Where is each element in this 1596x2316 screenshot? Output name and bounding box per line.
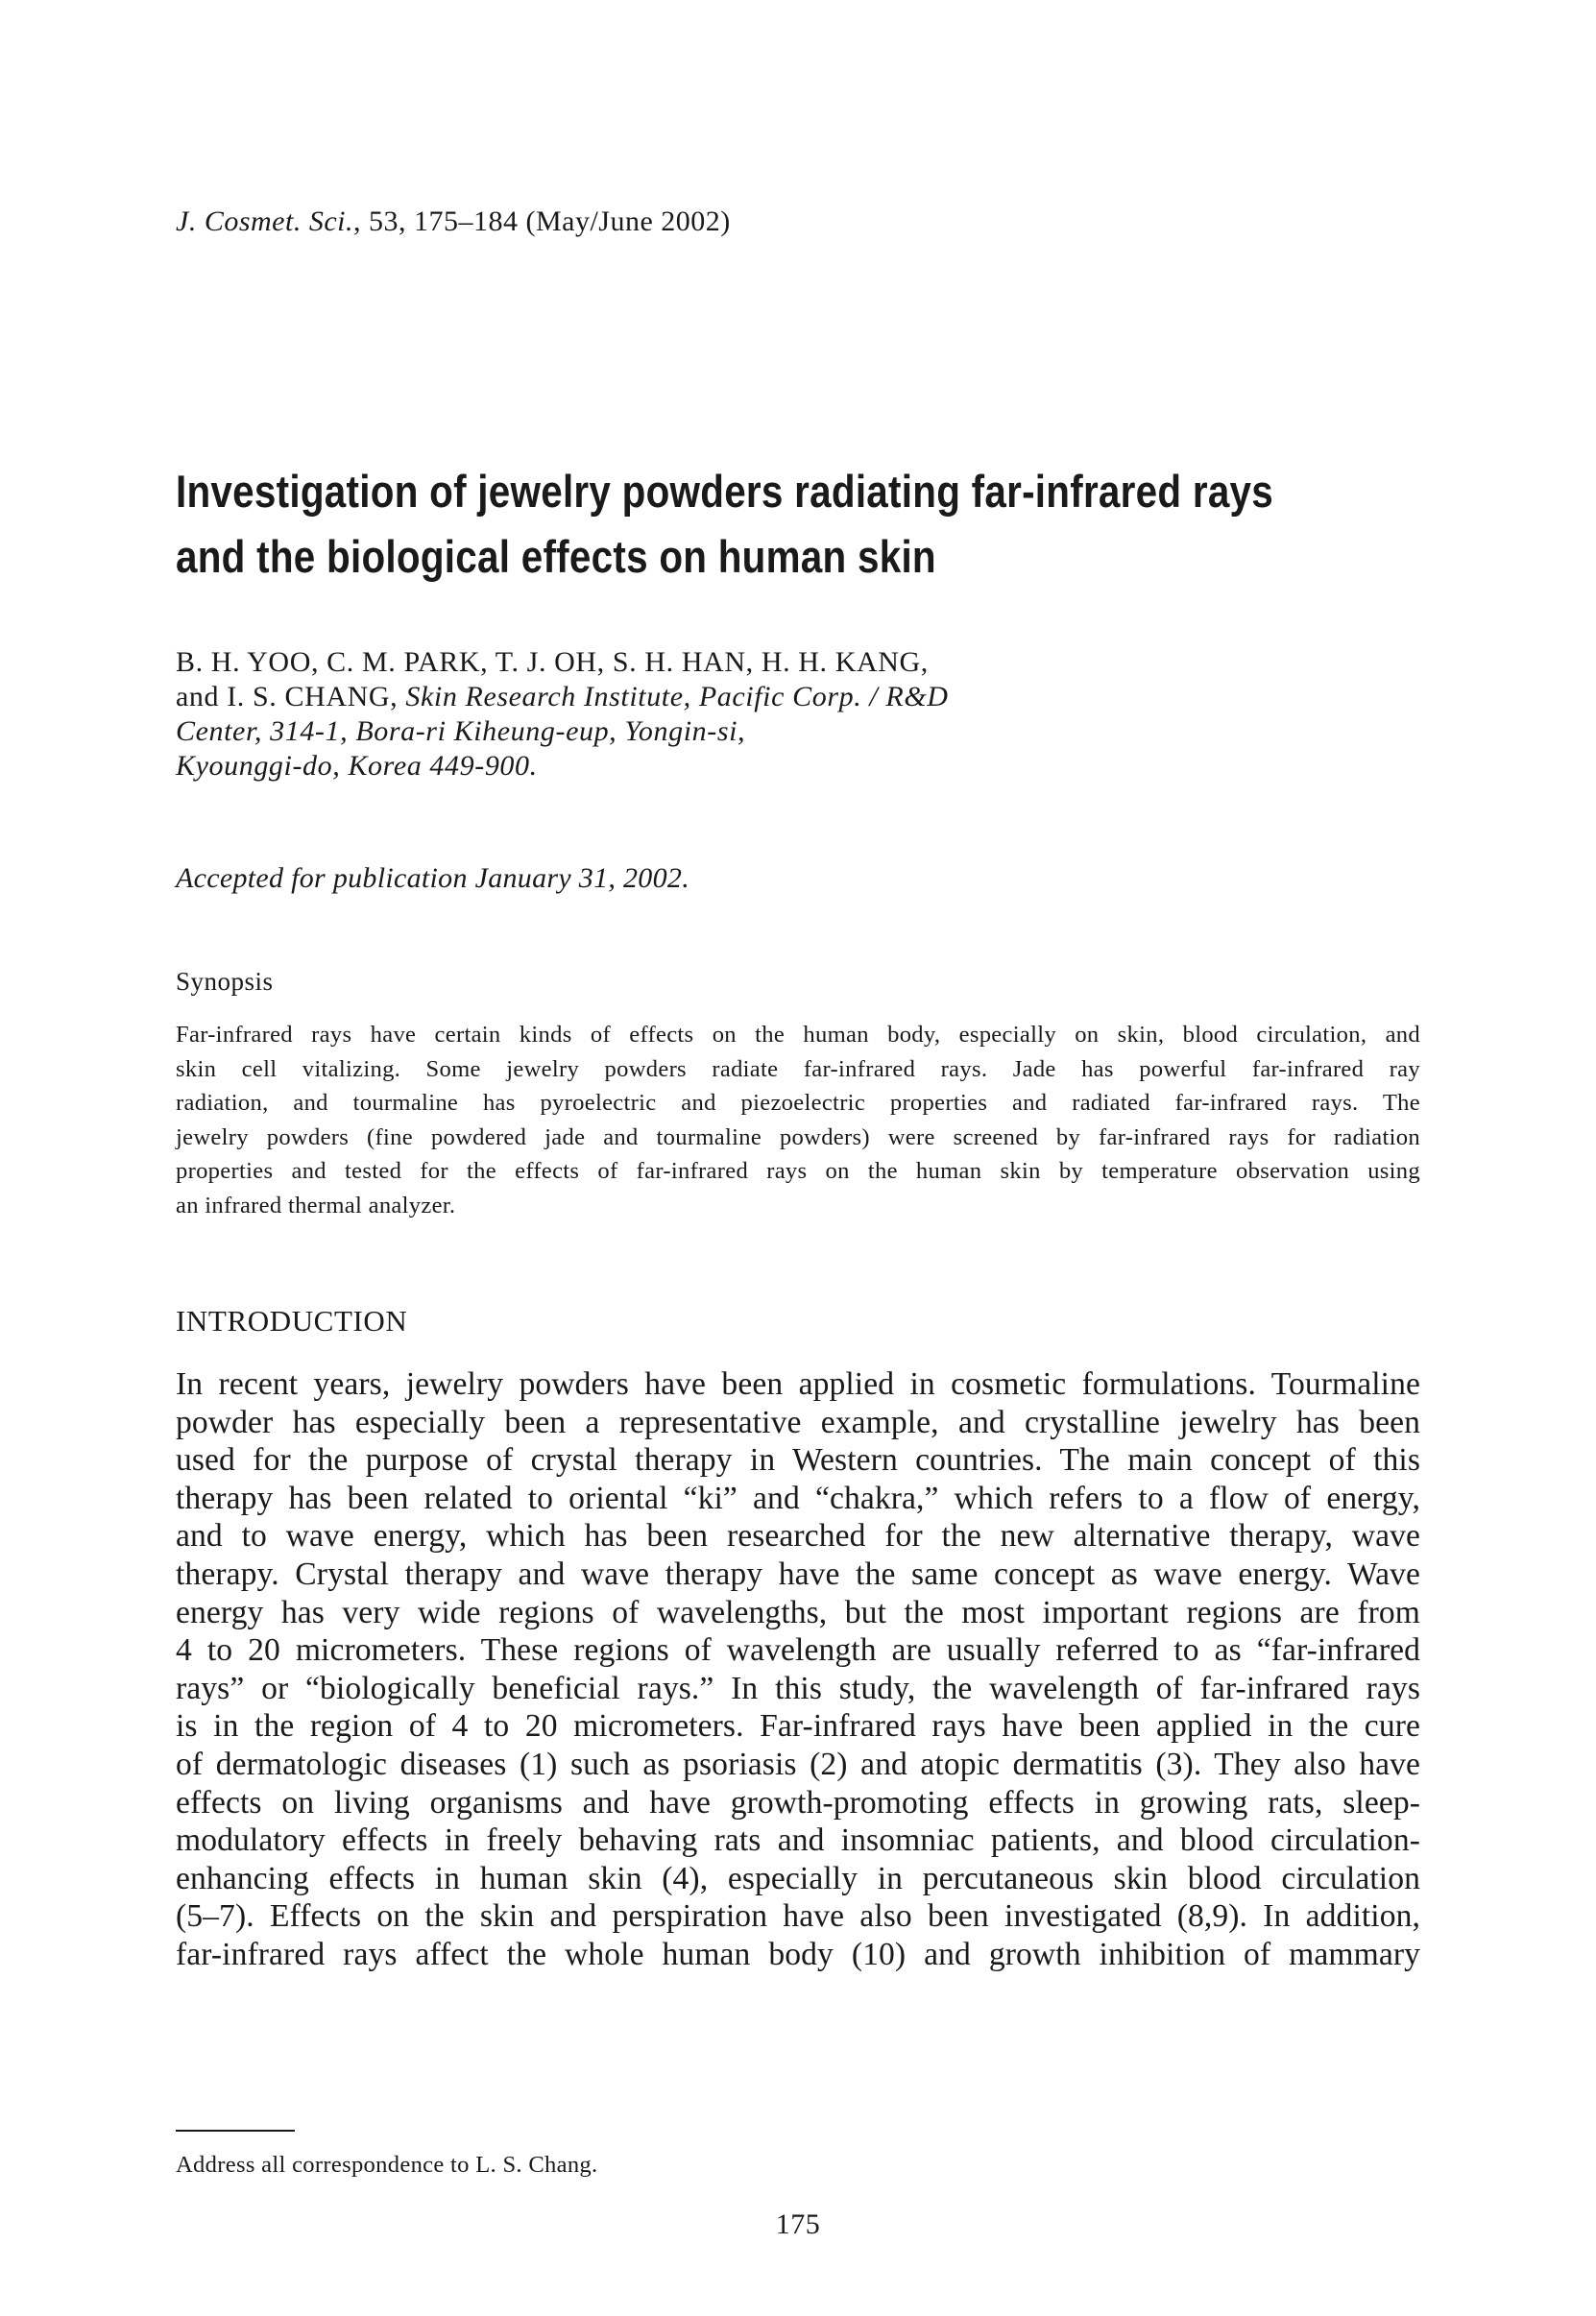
body-line: is in the region of 4 to 20 micrometers. Far-infrared rays have been applied in the cure — [176, 1708, 1420, 1745]
synopsis-line: jewelry powders (fine powdered jade and tourmaline powders) were screened by far-infrared rays for radiation — [176, 1123, 1420, 1150]
author-block — [176, 645, 1136, 784]
body-line: used for the purpose of crystal therapy in Western countries. The main concept of this — [176, 1442, 1420, 1479]
body-line: of dermatologic diseases (1) such as psoriasis (2) and atopic dermatitis (3). They also have — [176, 1746, 1420, 1782]
synopsis-line: properties and tested for the effects of far-infrared rays on the human skin by temperature observation using — [176, 1158, 1420, 1185]
body-line: therapy. Crystal therapy and wave therapy have the same concept as wave energy. Wave — [176, 1556, 1420, 1592]
body-line: therapy has been related to oriental “ki” and “chakra,” which refers to a flow of energy, — [176, 1480, 1420, 1516]
author-line-1: B. H. YOO, C. M. PARK, T. J. OH, S. H. HAN, H. H. KANG, — [176, 646, 929, 678]
introduction-body — [176, 1365, 1420, 1974]
affiliation-line-2: Center, 314-1, Bora-ri Kiheung-eup, Yongin-si, — [176, 715, 746, 747]
article-title-line-2: and the biological effects on human skin — [176, 531, 936, 582]
body-line: energy has very wide regions of wavelengths, but the most important regions are from — [176, 1594, 1420, 1630]
introduction-heading: INTRODUCTION — [176, 1304, 408, 1338]
journal-volume-pages: , 53, 175–184 (May/June 2002) — [352, 205, 731, 237]
synopsis-text — [176, 1018, 1420, 1223]
body-line: 4 to 20 micrometers. These regions of wavelength are usually referred to as “far-infrared — [176, 1632, 1420, 1669]
accepted-date: Accepted for publication January 31, 2002. — [176, 862, 689, 894]
page-number: 175 — [775, 2208, 821, 2240]
correspondence-footnote: Address all correspondence to L. S. Chang. — [176, 2152, 598, 2178]
synopsis-line: skin cell vitalizing. Some jewelry powders radiate far-infrared rays. Jade has powerful far-infrared ray — [176, 1055, 1420, 1082]
synopsis-line: Far-infrared rays have certain kinds of effects on the human body, especially on skin, blood circulation, and — [176, 1022, 1420, 1048]
footnote-divider — [176, 2130, 295, 2132]
journal-reference — [176, 205, 731, 238]
journal-name: J. Cosmet. Sci. — [176, 205, 353, 237]
synopsis-line: radiation, and tourmaline has pyroelectric and piezoelectric properties and radiated far-infrared rays. The — [176, 1090, 1420, 1117]
body-line: far-infrared rays affect the whole human body (10) and growth inhibition of mammary — [176, 1936, 1420, 1972]
body-line: enhancing effects in human skin (4), especially in percutaneous skin blood circulation — [176, 1860, 1420, 1896]
body-line: powder has especially been a representative example, and crystalline jewelry has been — [176, 1404, 1420, 1440]
author-names-continued: and I. S. CHANG, — [176, 681, 406, 712]
body-line: and to wave energy, which has been researched for the new alternative therapy, wave — [176, 1518, 1420, 1555]
article-title-line-1: Investigation of jewelry powders radiating far-infrared rays — [176, 466, 1274, 517]
affiliation-line-3: Kyounggi-do, Korea 449-900. — [176, 750, 538, 782]
author-line-2 — [176, 680, 1136, 714]
synopsis-line: an infrared thermal analyzer. — [176, 1192, 456, 1218]
affiliation-line-1: Skin Research Institute, Pacific Corp. / R&D — [405, 681, 949, 712]
article-title — [176, 459, 1274, 590]
synopsis-heading: Synopsis — [176, 967, 274, 996]
body-line: In recent years, jewelry powders have been applied in cosmetic formulations. Tourmaline — [176, 1366, 1420, 1402]
body-line: (5–7). Effects on the skin and perspiration have also been investigated (8,9). In addition, — [176, 1898, 1420, 1935]
body-line: rays” or “biologically beneficial rays.” In this study, the wavelength of far-infrared rays — [176, 1670, 1420, 1706]
body-line: modulatory effects in freely behaving rats and insomniac patients, and blood circulation- — [176, 1822, 1420, 1859]
body-line: effects on living organisms and have growth-promoting effects in growing rats, sleep- — [176, 1784, 1420, 1821]
